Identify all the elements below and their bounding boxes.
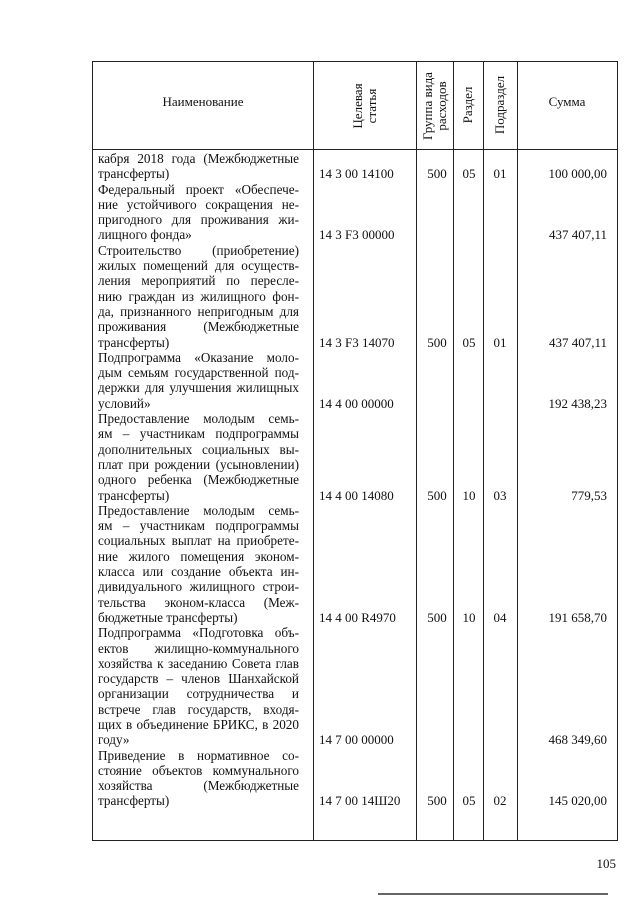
row-sum: 779,53 <box>571 487 607 503</box>
row-name-line: Предоставление молодым семь- <box>98 411 299 427</box>
header-name: Наименование <box>162 94 244 109</box>
row-name-line: Федеральный проект «Обеспече- <box>98 181 299 197</box>
row-subsection: 03 <box>493 487 507 503</box>
row-sum: 100 000,00 <box>548 166 607 182</box>
row-name-line: Приведение в нормативное со- <box>98 747 299 763</box>
table-row <box>93 350 617 411</box>
row-name-line: условий» <box>98 395 151 411</box>
row-section: 05 <box>462 334 476 350</box>
row-name-line: щих в объединение БРИКС, в 2020 <box>98 716 299 732</box>
row-name-line: ям – участникам подпрограммы <box>98 518 299 534</box>
table-row <box>93 411 617 503</box>
row-name-line: дивидуального жилищного строи- <box>98 579 299 595</box>
row-name-line: одного ребенка (Межбюджетные <box>98 472 299 488</box>
row-name-line: проживания (Межбюджетные <box>98 319 299 335</box>
row-name-line: ления мероприятий по пересле- <box>98 273 299 289</box>
row-sum: 145 020,00 <box>548 793 607 809</box>
row-code: 14 4 00 R4970 <box>319 609 396 625</box>
row-name-line: году» <box>98 732 130 748</box>
row-name-line: ние жилого помещения эконом- <box>98 548 299 564</box>
row-name-line: да, признанного непригодным для <box>98 303 299 319</box>
row-name-line: ектов жилищно-коммунального <box>98 640 299 656</box>
row-subsection: 04 <box>493 609 507 625</box>
table-row <box>93 625 617 747</box>
row-section: 05 <box>462 793 476 809</box>
row-name-line: социальных выплат на приобрете- <box>98 533 299 549</box>
row-name-line: Строительство (приобретение) <box>98 242 299 258</box>
table-row <box>93 503 617 625</box>
footer-rule <box>378 893 608 895</box>
row-sum: 437 407,11 <box>548 227 607 243</box>
row-name-line: тельства эконом-класса (Меж- <box>98 594 299 610</box>
header-section: Раздел <box>460 86 475 124</box>
row-sum: 468 349,60 <box>548 732 607 748</box>
row-subsection: 01 <box>493 166 507 182</box>
table-row <box>93 243 617 350</box>
row-name <box>93 243 303 350</box>
row-name-line: Подпрограмма «Оказание моло- <box>98 349 299 365</box>
row-name-line: жилых помещений для осуществ- <box>98 258 299 274</box>
row-name <box>93 748 303 809</box>
row-name <box>93 411 303 503</box>
row-subsection: 01 <box>493 334 507 350</box>
row-sum: 437 407,11 <box>548 334 607 350</box>
row-name-line: трансферты) <box>98 793 170 809</box>
row-group: 500 <box>427 166 447 182</box>
row-name-line: дым семьям государственной под- <box>98 365 299 381</box>
row-name <box>93 350 303 411</box>
row-name-line: кабря 2018 года (Межбюджетные <box>98 151 299 166</box>
header-group: Группа вида расходов <box>420 72 449 140</box>
row-name-line: хозяйства к заседанию Совета глав <box>98 655 299 671</box>
row-section: 10 <box>462 487 476 503</box>
row-code: 14 3 00 14100 <box>319 166 394 182</box>
table-row <box>93 748 617 809</box>
row-name-line: Предоставление молодым семь- <box>98 502 299 518</box>
row-name-line: трансферты) <box>98 166 170 182</box>
row-code: 14 4 00 00000 <box>319 395 394 411</box>
table-row <box>93 151 617 182</box>
row-code: 14 4 00 14080 <box>319 487 394 503</box>
table-row <box>93 182 617 243</box>
row-name <box>93 503 303 625</box>
row-code: 14 7 00 14Ш20 <box>319 793 401 809</box>
row-section: 05 <box>462 166 476 182</box>
row-name <box>93 625 303 747</box>
row-code: 14 3 F3 14070 <box>319 334 395 350</box>
row-name-line: хозяйства (Межбюджетные <box>98 778 299 794</box>
header-sum: Сумма <box>548 94 586 109</box>
page-number: 105 <box>596 856 616 871</box>
header-code: Целевая статья <box>350 83 379 129</box>
row-subsection: 02 <box>493 793 507 809</box>
row-name-line: лищного фонда» <box>98 227 192 243</box>
row-name-line: Подпрограмма «Подготовка объ- <box>98 625 299 641</box>
row-name-line: встрече глав государств, входя- <box>98 701 299 717</box>
row-sum: 191 658,70 <box>548 609 607 625</box>
row-name-line: дополнительных социальных вы- <box>98 441 299 457</box>
row-group: 500 <box>427 334 447 350</box>
row-name-line: класса или создание объекта ин- <box>98 564 299 580</box>
row-name-line: ям – участникам подпрограммы <box>98 426 299 442</box>
row-name <box>93 182 303 243</box>
row-sum: 192 438,23 <box>548 395 607 411</box>
row-name-line: пригодного для проживания жи- <box>98 212 299 228</box>
row-name-line: нию граждан из жилищного фон- <box>98 288 299 304</box>
row-group: 500 <box>427 609 447 625</box>
row-name-line: бюджетные трансферты) <box>98 609 238 625</box>
row-name-line: трансферты) <box>98 334 170 350</box>
budget-table <box>92 61 618 841</box>
row-group: 500 <box>427 793 447 809</box>
row-name-line: ние устойчивого сокращения не- <box>98 196 299 212</box>
row-name-line: организации сотрудничества и <box>98 686 299 702</box>
row-name <box>93 151 303 182</box>
header-subsection: Подраздел <box>492 75 507 135</box>
row-section: 10 <box>462 609 476 625</box>
row-name-line: государств – членов Шанхайской <box>98 671 299 687</box>
row-code: 14 3 F3 00000 <box>319 227 395 243</box>
row-name-line: держки для улучшения жилищных <box>98 380 299 396</box>
row-group: 500 <box>427 487 447 503</box>
table-body <box>93 151 617 809</box>
row-name-line: стояние объектов коммунального <box>98 762 299 778</box>
row-code: 14 7 00 00000 <box>319 732 394 748</box>
row-name-line: трансферты) <box>98 487 170 503</box>
row-name-line: плат при рождении (усыновлении) <box>98 456 299 472</box>
